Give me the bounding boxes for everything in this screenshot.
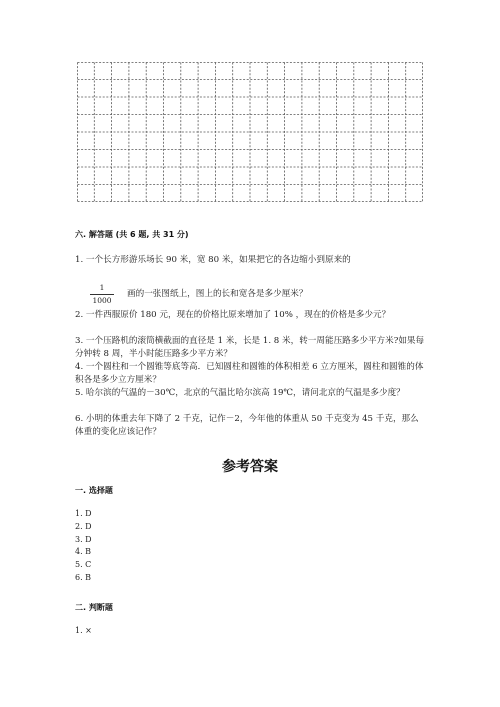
answer-item: 1. D (75, 509, 92, 518)
answer-grid (77, 62, 423, 202)
question-5: 5. 哈尔滨的气温的－30℃，北京的气温比哈尔滨高 19℃，请问北京的气温是多少度？ (75, 388, 405, 398)
fraction-numerator: 1 (99, 283, 105, 292)
answers-part1-list (75, 508, 92, 585)
fraction (88, 283, 116, 306)
question-4: 4. 一个圆柱和一个圆锥等底等高．已知圆柱和圆锥的体积相差 6 立方厘米，圆柱和圆锥的体积各是多少立方厘米？ (75, 362, 424, 385)
fraction-denominator: 1000 (92, 296, 112, 305)
question-6: 6. 小明的体重去年下降了 2 千克，记作－2，今年他的体重从 50 千克变为 45 千克，那么体重的变化应该记作？ (75, 414, 419, 437)
answers-title: 参考答案 (222, 459, 278, 475)
answer-item: 1. × (75, 626, 92, 635)
answer-item: 6. B (75, 572, 92, 582)
question-3: 3. 一个压路机的滚筒横截面的直径是 1 米，长是 1. 8 米，转一周能压路多少平方米?如果每分钟转 8 周，半小时能压路多少平方米？ (75, 336, 425, 359)
answer-item: 4. B (75, 547, 92, 557)
section-6-title: 六. 解答题 (共 6 题, 共 31 分) (75, 230, 189, 239)
answer-item: 5. C (75, 560, 92, 570)
answers-part2-title: 二. 判断题 (75, 603, 113, 612)
answers-part1-title: 一. 选择题 (75, 486, 113, 495)
answer-item: 2. D (75, 521, 92, 531)
question-1-line2: 画的一张图纸上，图上的长和宽各是多少厘米？ (127, 289, 308, 299)
question-2: 2. 一件西服原价 180 元，现在的价格比原来增加了 10% ，现在的价格是多少元？ (75, 310, 391, 320)
answer-item: 3. D (75, 534, 92, 544)
fraction-bar (90, 294, 114, 295)
question-1-line1: 1. 一个长方形游乐场长 90 米，宽 80 米，如果把它的各边缩小到原来的 (75, 255, 351, 265)
